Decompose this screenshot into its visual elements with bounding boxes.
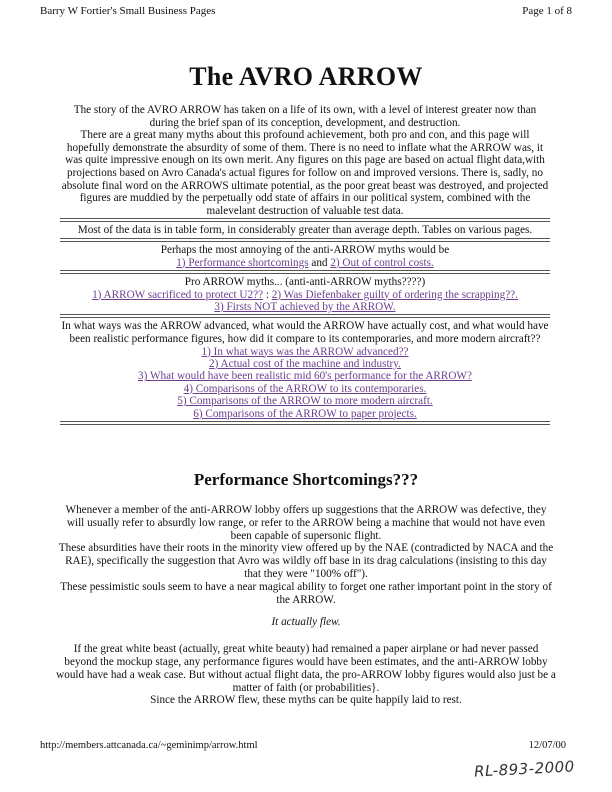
pro-myths-intro: Pro ARROW myths... (anti-anti-ARROW myths????): [184, 275, 426, 288]
divider: [60, 273, 550, 274]
performance-paragraph-2: These absurdities have their roots in the minority view offered up by the NAE (contradicted by NACA and the RAE), specifically the suggestion that Avro was wildly off base in its drag calculations (insisting to this day that they were "100% off").: [58, 542, 554, 580]
header-site-name: Barry W Fortier's Small Business Pages: [40, 5, 216, 17]
divider: [60, 317, 550, 318]
intro-paragraph-1: The story of the AVRO ARROW has taken on a life of its own, with a level of interest greater now than during the brief span of its conception, development, and destruction.: [73, 104, 537, 129]
anti-myths-links: [60, 257, 550, 269]
advanced-intro: In what ways was the ARROW advanced, what would the ARROW have actually cost, and what would have been realistic performance figures, how did it compare to its contemporaries, and more modern aircraft??: [61, 320, 549, 345]
performance-paragraph-3: These pessimistic souls seem to have a near magical ability to forget one rather important point in the story of the ARROW.: [60, 580, 552, 606]
advanced-link-row: [60, 346, 550, 358]
link-performance-shortcomings[interactable]: 1) Performance shortcomings: [176, 256, 309, 269]
link-advanced-ways[interactable]: 1) In what ways was the ARROW advanced??: [201, 345, 409, 358]
main-content: [60, 104, 550, 427]
performance-italic-statement: It actually flew.: [271, 616, 341, 629]
pro-myths-links-row-2: [60, 301, 550, 313]
header-page-number: Page 1 of 8: [522, 5, 572, 17]
page-title: The AVRO ARROW: [189, 62, 423, 91]
link-comparisons-contemporaries[interactable]: 4) Comparisons of the ARROW to its contemporaries.: [183, 382, 427, 395]
divider: [60, 238, 550, 239]
advanced-link-row: [60, 395, 550, 407]
link-comparisons-modern[interactable]: 5) Comparisons of the ARROW to more modern aircraft.: [177, 395, 433, 408]
performance-paragraph-4: If the great white beast (actually, great white beauty) had remained a paper airplane or had never passed beyond the mockup stage, any performance figures would have been estimates, and the anti-ARROW lobby would have had a weak case. But without actual flight data, the pro-ARROW lobby figures would also just be a matter of faith (or probabilities}.: [56, 643, 556, 694]
performance-paragraph-1: Whenever a member of the anti-ARROW lobby offers up suggestions that the ARROW was defective, they will usually refer to absurdly low range, or refer to the ARROW being a machine that would not have even been capable of supersonic flight.: [65, 504, 547, 542]
table-note: Most of the data is in table form, in considerably greater than average depth. Tables on various pages.: [77, 224, 533, 237]
anti-myths-intro: Perhaps the most annoying of the anti-ARROW myths would be: [160, 243, 450, 256]
link-diefenbaker-guilty[interactable]: 2) Was Diefenbaker guilty of ordering the scrapping??.: [271, 288, 518, 301]
footer-url: http://members.attcanada.ca/~geminimp/arrow.html: [40, 740, 258, 751]
performance-paragraph-5: Since the ARROW flew, these myths can be quite happily laid to rest.: [150, 694, 462, 707]
link-firsts-not-achieved[interactable]: 3) Firsts NOT achieved by the ARROW.: [214, 300, 396, 313]
divider: [60, 218, 550, 219]
divider: [60, 241, 550, 242]
link-comparisons-paper[interactable]: 6) Comparisons of the ARROW to paper projects.: [193, 407, 417, 420]
footer-date: 12/07/00: [528, 740, 566, 751]
link-realistic-performance[interactable]: 3) What would have been realistic mid 60's performance for the ARROW?: [138, 370, 472, 383]
divider: [60, 421, 550, 422]
link-out-of-control-costs[interactable]: 2) Out of control costs.: [330, 256, 434, 269]
advanced-link-row: [60, 408, 550, 420]
section-heading-performance: Performance Shortcomings???: [193, 470, 419, 489]
advanced-link-row: [60, 370, 550, 382]
handwritten-annotation: RL-893-2000: [473, 757, 576, 781]
divider: [60, 424, 550, 425]
separator-text: :: [265, 288, 269, 301]
advanced-link-row: [60, 358, 550, 370]
divider: [60, 314, 550, 315]
advanced-link-row: [60, 383, 550, 395]
divider: [60, 221, 550, 222]
performance-section: [56, 504, 556, 707]
link-actual-cost[interactable]: 2) Actual cost of the machine and industry.: [209, 357, 401, 370]
divider: [60, 270, 550, 271]
link-arrow-sacrificed-u2[interactable]: 1) ARROW sacrificed to protect U2??: [92, 288, 264, 301]
pro-myths-links-row: [60, 289, 550, 301]
and-text: and: [311, 256, 328, 269]
intro-paragraph-2: There are a great many myths about this profound achievement, both pro and con, and this page will hopefully demonstrate the absurdity of some of them. There is no need to inflate what the ARROW was, it was quite impressive enough on its own merit. Any figures on this page are based on actual flight data,with projections based on Avro Canada's actual figures for follow on and improved versions. There is, sadly, no absolute final word on the ARROWS ultimate potential, as the poor great beast was destroyed, and projected figures are muddied by the perpetually odd state of affairs in our political system, combined with the malevelant destruction of valuable test data.: [61, 129, 549, 217]
